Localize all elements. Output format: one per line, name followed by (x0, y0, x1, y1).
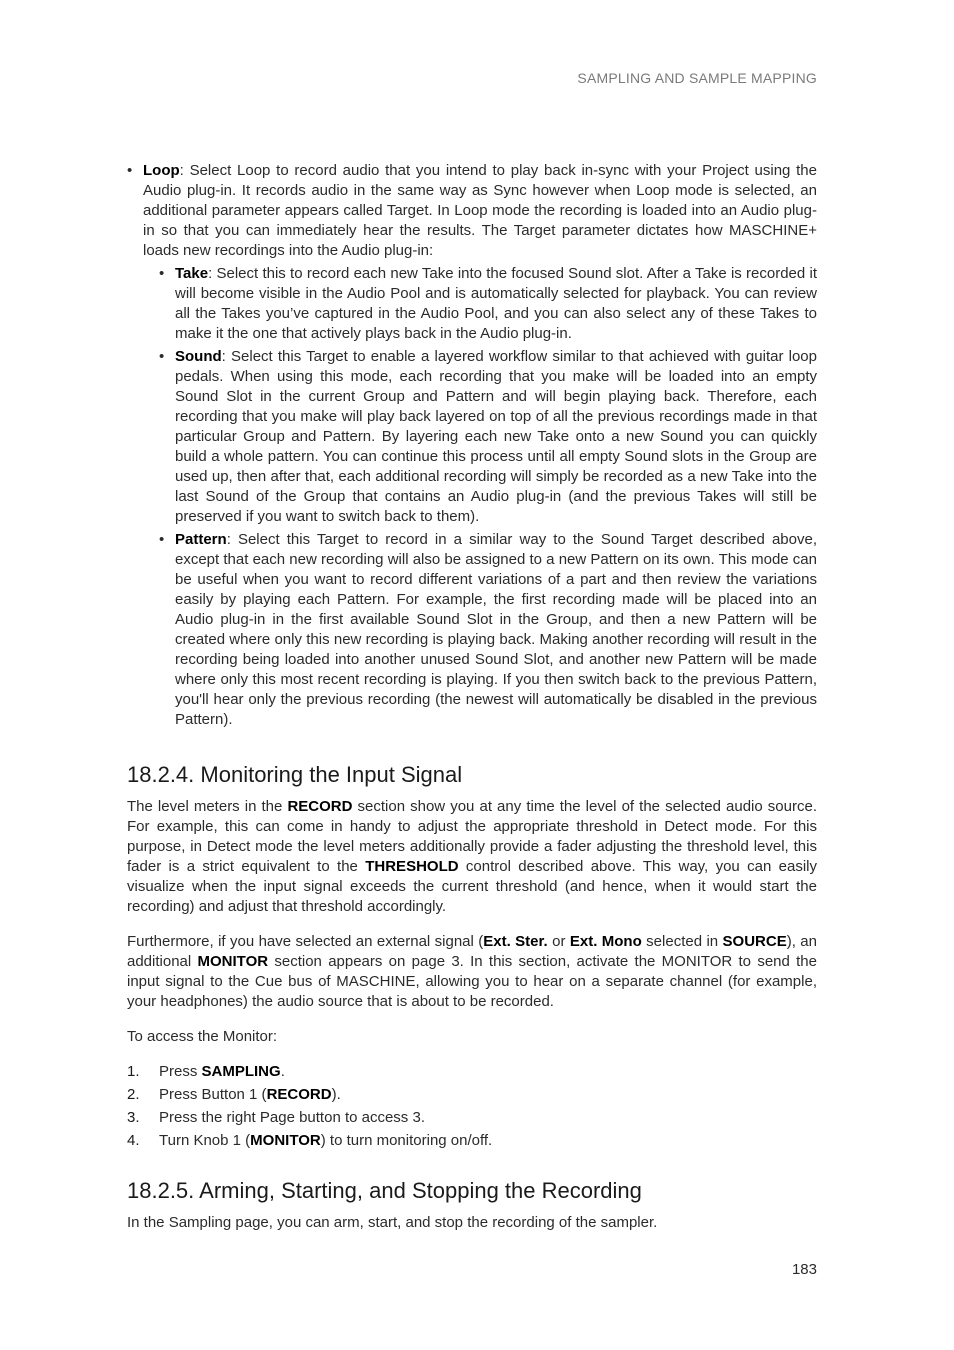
page-number: 183 (791, 1261, 817, 1278)
keyword-monitor: MONITOR (197, 953, 269, 970)
list-item-sound (143, 347, 817, 527)
step-number: 2. (127, 1086, 140, 1103)
text-run: Press (159, 1063, 202, 1080)
step-item (127, 1131, 817, 1151)
section-heading-monitoring: 18.2.4. Monitoring the Input Signal (127, 762, 463, 787)
text-run: control described above. This way, you can easily visualize when the input signal exceeds the current threshold (and hence, when it would start the recording) and adjust that threshold accordingly. (127, 858, 817, 915)
steps-list (127, 1062, 817, 1151)
step-number: 4. (127, 1132, 140, 1149)
page-body (127, 161, 817, 1233)
keyword-record: RECORD (266, 1086, 332, 1103)
text-run: . (280, 1063, 285, 1080)
mode-list (127, 161, 817, 730)
term-sound: Sound (175, 348, 222, 365)
list-item-take (143, 264, 817, 344)
keyword-ext-ster: Ext. Ster. (483, 933, 548, 950)
sound-description: : Select this Target to enable a layered workflow similar to that achieved with guitar loop pedals. When using this mode, each recording that you make will be loaded into an empty Sound Slot in the current Group and Pattern and will begin playing back. Therefore, each recording that you make will play back layered on top of all the previous recordings made in that particular Group and Pattern. By layering each new Take onto a new Sound you can quickly build a whole pattern. You can continue this process until all empty Sound slots in the Group are used up, then after that, each additional recording will simply be recorded as a new Take into the last Sound of the Group that contains an Audio plug-in (and the previous Takes will still be preserved if you want to switch back to them). (175, 348, 817, 525)
text-run: section appears on page 3. In this section, activate the MONITOR to send the input signal to the Cue bus of MASCHINE, allowing you to hear on a separate channel (for example, your headphones) the audio source that is about to be recorded. (127, 953, 817, 1010)
text-run: ). (331, 1086, 341, 1103)
text-run: Press Button 1 ( (159, 1086, 267, 1103)
keyword-record: RECORD (287, 798, 353, 815)
text-run: ) to turn monitoring on/off. (320, 1132, 493, 1149)
keyword-sampling: SAMPLING (201, 1063, 281, 1080)
paragraph-level-meters (127, 797, 817, 917)
text-run: The level meters in the (127, 798, 288, 815)
target-list (143, 264, 817, 730)
paragraph-arming: In the Sampling page, you can arm, start, and stop the recording of the sampler. (127, 1214, 658, 1231)
step-item (127, 1085, 817, 1105)
keyword-ext-mono: Ext. Mono (569, 933, 642, 950)
term-loop: Loop (143, 162, 180, 179)
step-number: 1. (127, 1063, 140, 1080)
text-run: Furthermore, if you have selected an external signal ( (127, 933, 484, 950)
running-header: SAMPLING AND SAMPLE MAPPING (577, 70, 817, 86)
text-run: or (547, 933, 570, 950)
step-number: 3. (127, 1109, 140, 1126)
list-item-pattern (143, 530, 817, 730)
text-run: section show you at any time the level of the selected audio source. For example, this can come in handy to adjust the appropriate threshold in Detect mode. For this purpose, in Detect mode the level meters additionally provide a fader adjusting the threshold level, this fader is a strict equivalent to the (127, 798, 817, 875)
step-item (127, 1062, 817, 1082)
term-take: Take (175, 265, 209, 282)
step-item (127, 1108, 817, 1128)
keyword-threshold: THRESHOLD (365, 858, 459, 875)
text-run: selected in (641, 933, 723, 950)
text-run: Press the right Page button to access 3. (159, 1109, 425, 1126)
section-heading-arming: 18.2.5. Arming, Starting, and Stopping the Recording (127, 1178, 642, 1203)
list-item-loop (127, 161, 817, 730)
keyword-monitor: MONITOR (250, 1132, 321, 1149)
term-pattern: Pattern (175, 531, 227, 548)
paragraph-external-signal (127, 932, 817, 1012)
text-run: ), an additional (127, 933, 817, 970)
loop-description: : Select Loop to record audio that you intend to play back in-sync with your Project using the Audio plug-in. It records audio in the same way as Sync however when Loop mode is selected, an additional parameter appears called Target. In Loop mode the recording is loaded into an Audio plug-in so that you can immediately hear the results. The Target parameter dictates how MASCHINE+ loads new recordings into the Audio plug-in: (143, 162, 817, 259)
keyword-source: SOURCE (722, 933, 787, 950)
text-run: Turn Knob 1 ( (159, 1132, 251, 1149)
pattern-description: : Select this Target to record in a similar way to the Sound Target described above, except that each new recording will also be assigned to a new Pattern on its own. This mode can be useful when you want to record different variations of a part and then review the variations easily by playing each Pattern. For example, the first recording made will be placed into an Audio plug-in in the first available Sound Slot in the Group, and then a new Pattern will be created where only this new recording is playing back. Making another recording will result in the recording being loaded into another unused Sound Slot, and another new Pattern will be made where only this most recent recording is playing. If you then switch back to the previous Pattern, you'll hear only the previous recording (the newest will automatically be disabled in the previous Pattern). (175, 531, 817, 728)
paragraph-access-monitor: To access the Monitor: (127, 1028, 278, 1045)
take-description: : Select this to record each new Take into the focused Sound slot. After a Take is recorded it will become visible in the Audio Pool and is automatically selected for playback. You can review all the Takes you’ve captured in the Audio Pool, and you can also select any of these Takes to make it the one that actively plays back in the Audio plug-in. (175, 265, 817, 342)
